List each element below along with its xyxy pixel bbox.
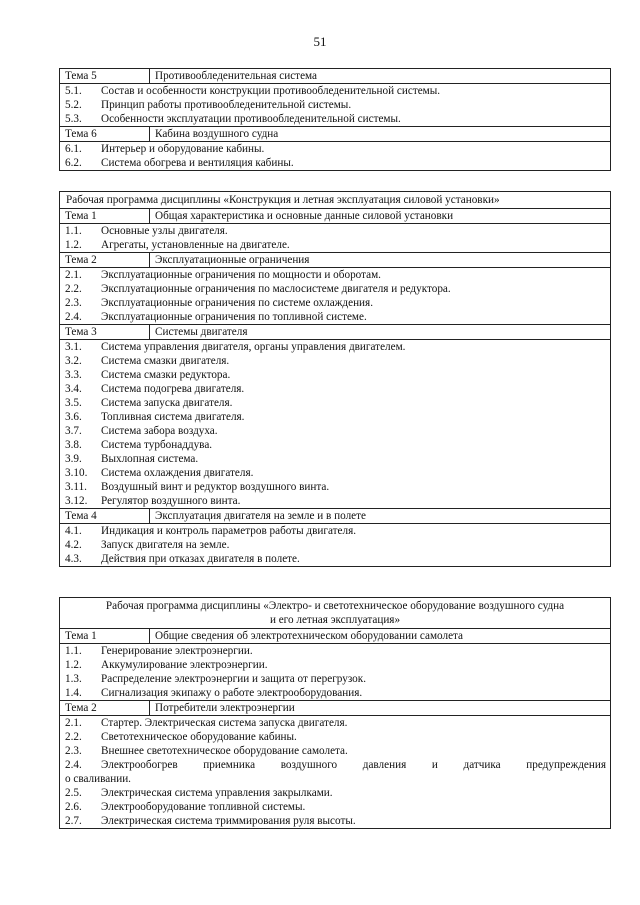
topic-header xyxy=(60,252,610,267)
topics-table-anti-icing-cabin xyxy=(59,68,611,171)
item-text: Светотехническое оборудование кабины. xyxy=(101,731,297,743)
topic-item xyxy=(60,98,610,112)
topic-header xyxy=(60,700,610,715)
item-number: 5.3. xyxy=(65,113,82,125)
program-title xyxy=(60,598,610,628)
topic-item xyxy=(60,466,610,480)
item-number: 2.3. xyxy=(65,297,82,309)
item-number: 3.4. xyxy=(65,383,82,395)
topic-item xyxy=(60,686,610,700)
page-number: 51 xyxy=(313,34,327,49)
item-number: 3.2. xyxy=(65,355,82,367)
item-number: 2.5. xyxy=(65,787,82,799)
item-number: 2.4. xyxy=(65,311,82,323)
program-title-line-2: и его летная эксплуатация» xyxy=(269,614,401,626)
topic-title: Системы двигателя xyxy=(155,326,248,338)
item-number: 3.7. xyxy=(65,425,82,437)
item-text: Система запуска двигателя. xyxy=(101,397,233,409)
item-text: Принцип работы противообледенительной системы. xyxy=(101,99,352,111)
item-text-continuation: о сваливании. xyxy=(65,773,131,785)
topic-item xyxy=(60,382,610,396)
item-number: 2.1. xyxy=(65,717,82,729)
topic-item xyxy=(60,238,610,252)
item-text: Интерьер и оборудование кабины. xyxy=(101,143,265,155)
item-text: Выхлопная система. xyxy=(101,453,199,465)
topic-label: Тема 6 xyxy=(60,127,150,141)
item-text: Система подогрева двигателя. xyxy=(101,383,245,395)
item-text: Индикация и контроль параметров работы двигателя. xyxy=(101,525,357,537)
topic-item xyxy=(60,672,610,686)
item-number: 3.10. xyxy=(65,467,88,479)
program-table-powerplant xyxy=(59,191,611,567)
item-text: Эксплуатационные ограничения по маслосистеме двигателя и редуктора. xyxy=(101,283,451,295)
item-text: Электрическая система триммирования руля высоты. xyxy=(101,815,356,827)
topic-item xyxy=(60,452,610,466)
topic-item xyxy=(60,141,610,156)
topic-item xyxy=(60,296,610,310)
item-text: Система турбонаддува. xyxy=(101,439,213,451)
item-text: Основные узлы двигателя. xyxy=(101,225,228,237)
item-text: Состав и особенности конструкции противообледенительной системы. xyxy=(101,85,441,97)
topic-item xyxy=(60,786,610,800)
topic-title: Общие сведения об электротехническом оборудовании самолета xyxy=(155,630,464,642)
item-text: Распределение электроэнергии и защита от перегрузок. xyxy=(101,673,366,685)
item-number: 1.2. xyxy=(65,659,82,671)
item-number: 2.6. xyxy=(65,801,82,813)
item-text: Регулятор воздушного винта. xyxy=(101,495,241,507)
topic-item xyxy=(60,83,610,98)
item-text: Внешнее светотехническое оборудование самолета. xyxy=(101,745,348,757)
item-number: 2.2. xyxy=(65,731,82,743)
topic-item xyxy=(60,480,610,494)
item-text: Топливная система двигателя. xyxy=(101,411,245,423)
item-number: 3.8. xyxy=(65,439,82,451)
item-text: Сигнализация экипажу о работе электрооборудования. xyxy=(101,687,363,699)
item-number: 3.9. xyxy=(65,453,82,465)
program-table-electrical xyxy=(59,597,611,829)
topic-label: Тема 1 xyxy=(60,629,150,643)
item-text: Система забора воздуха. xyxy=(101,425,218,437)
item-text: Система управления двигателя, органы управления двигателем. xyxy=(101,341,406,353)
topic-item xyxy=(60,494,610,508)
topic-item xyxy=(60,156,610,170)
item-text: Особенности эксплуатации противообледенительной системы. xyxy=(101,113,401,125)
topic-item xyxy=(60,223,610,238)
program-title xyxy=(60,192,610,208)
item-text: Система смазки редуктора. xyxy=(101,369,231,381)
topic-item xyxy=(60,354,610,368)
topic-item xyxy=(60,523,610,538)
item-text: Эксплуатационные ограничения по системе охлаждения. xyxy=(101,297,373,309)
item-number: 3.3. xyxy=(65,369,82,381)
topic-title: Общая характеристика и основные данные силовой установки xyxy=(155,210,454,222)
topic-item xyxy=(60,758,610,772)
item-number: 3.11. xyxy=(65,481,87,493)
item-number: 4.1. xyxy=(65,525,82,537)
topic-item xyxy=(60,396,610,410)
topic-item xyxy=(60,538,610,552)
item-text: Стартер. Электрическая система запуска двигателя. xyxy=(101,717,348,729)
item-number: 1.4. xyxy=(65,687,82,699)
topic-label: Тема 2 xyxy=(60,701,150,715)
topic-item xyxy=(60,410,610,424)
item-number: 6.1. xyxy=(65,143,82,155)
topic-label: Тема 4 xyxy=(60,509,150,523)
topic-item xyxy=(60,438,610,452)
topic-item xyxy=(60,339,610,354)
item-number: 2.3. xyxy=(65,745,82,757)
item-text: Эксплуатационные ограничения по топливной системе. xyxy=(101,311,367,323)
topic-header xyxy=(60,126,610,141)
item-text: Запуск двигателя на земле. xyxy=(101,539,230,551)
program-title-line-1: Рабочая программа дисциплины «Электро- и светотехническое оборудование воздушного судна xyxy=(105,600,565,612)
item-text: Система охлаждения двигателя. xyxy=(101,467,254,479)
topic-item xyxy=(60,658,610,672)
topic-title: Эксплуатация двигателя на земле и в полете xyxy=(155,510,366,522)
topic-item xyxy=(60,310,610,324)
item-text: Действия при отказах двигателя в полете. xyxy=(101,553,300,565)
topic-item xyxy=(60,744,610,758)
topic-title: Противообледенительная система xyxy=(155,70,318,82)
item-number: 1.1. xyxy=(65,225,82,237)
topic-item xyxy=(60,282,610,296)
topic-item xyxy=(60,800,610,814)
item-text: Система обогрева и вентиляция кабины. xyxy=(101,157,294,169)
topic-item xyxy=(60,715,610,730)
topic-label: Тема 1 xyxy=(60,209,150,223)
item-number: 1.1. xyxy=(65,645,82,657)
topic-header xyxy=(60,508,610,523)
topic-item xyxy=(60,643,610,658)
item-number: 1.2. xyxy=(65,239,82,251)
item-text: Эксплуатационные ограничения по мощности и оборотам. xyxy=(101,269,381,281)
topic-item xyxy=(60,267,610,282)
topic-header xyxy=(60,208,610,223)
item-text: Электрическая система управления закрылками. xyxy=(101,787,333,799)
item-number: 2.7. xyxy=(65,815,82,827)
topic-title: Потребители электроэнергии xyxy=(155,702,295,714)
item-text: Система смазки двигателя. xyxy=(101,355,230,367)
topic-title: Эксплуатационные ограничения xyxy=(155,254,310,266)
item-text: Аккумулирование электроэнергии. xyxy=(101,659,268,671)
item-text: Воздушный винт и редуктор воздушного винта. xyxy=(101,481,330,493)
topic-title: Кабина воздушного судна xyxy=(155,128,279,140)
topic-header xyxy=(60,324,610,339)
topic-label: Тема 5 xyxy=(60,69,150,83)
topic-item xyxy=(60,730,610,744)
item-number: 3.1. xyxy=(65,341,82,353)
topic-label: Тема 2 xyxy=(60,253,150,267)
item-text: Электрообогрев приемника воздушного давления и датчика предупреждения xyxy=(101,759,606,771)
item-text: Электрооборудование топливной системы. xyxy=(101,801,306,813)
item-text: Генерирование электроэнергии. xyxy=(101,645,253,657)
item-number: 2.4. xyxy=(65,759,82,771)
topic-item xyxy=(60,424,610,438)
topic-item xyxy=(60,552,610,566)
item-number: 4.3. xyxy=(65,553,82,565)
item-number: 3.6. xyxy=(65,411,82,423)
topic-header xyxy=(60,628,610,643)
item-text: Агрегаты, установленные на двигателе. xyxy=(101,239,290,251)
topic-label: Тема 3 xyxy=(60,325,150,339)
item-number: 1.3. xyxy=(65,673,82,685)
item-number: 3.12. xyxy=(65,495,88,507)
item-number: 2.1. xyxy=(65,269,82,281)
item-number: 6.2. xyxy=(65,157,82,169)
item-number: 2.2. xyxy=(65,283,82,295)
item-number: 5.1. xyxy=(65,85,82,97)
topic-header xyxy=(60,69,610,83)
topic-item xyxy=(60,814,610,828)
item-number: 3.5. xyxy=(65,397,82,409)
program-title-text: Рабочая программа дисциплины «Конструкция и летная эксплуатация силовой установки» xyxy=(66,194,500,206)
item-number: 5.2. xyxy=(65,99,82,111)
topic-item xyxy=(60,112,610,126)
topic-item xyxy=(60,368,610,382)
item-number: 4.2. xyxy=(65,539,82,551)
